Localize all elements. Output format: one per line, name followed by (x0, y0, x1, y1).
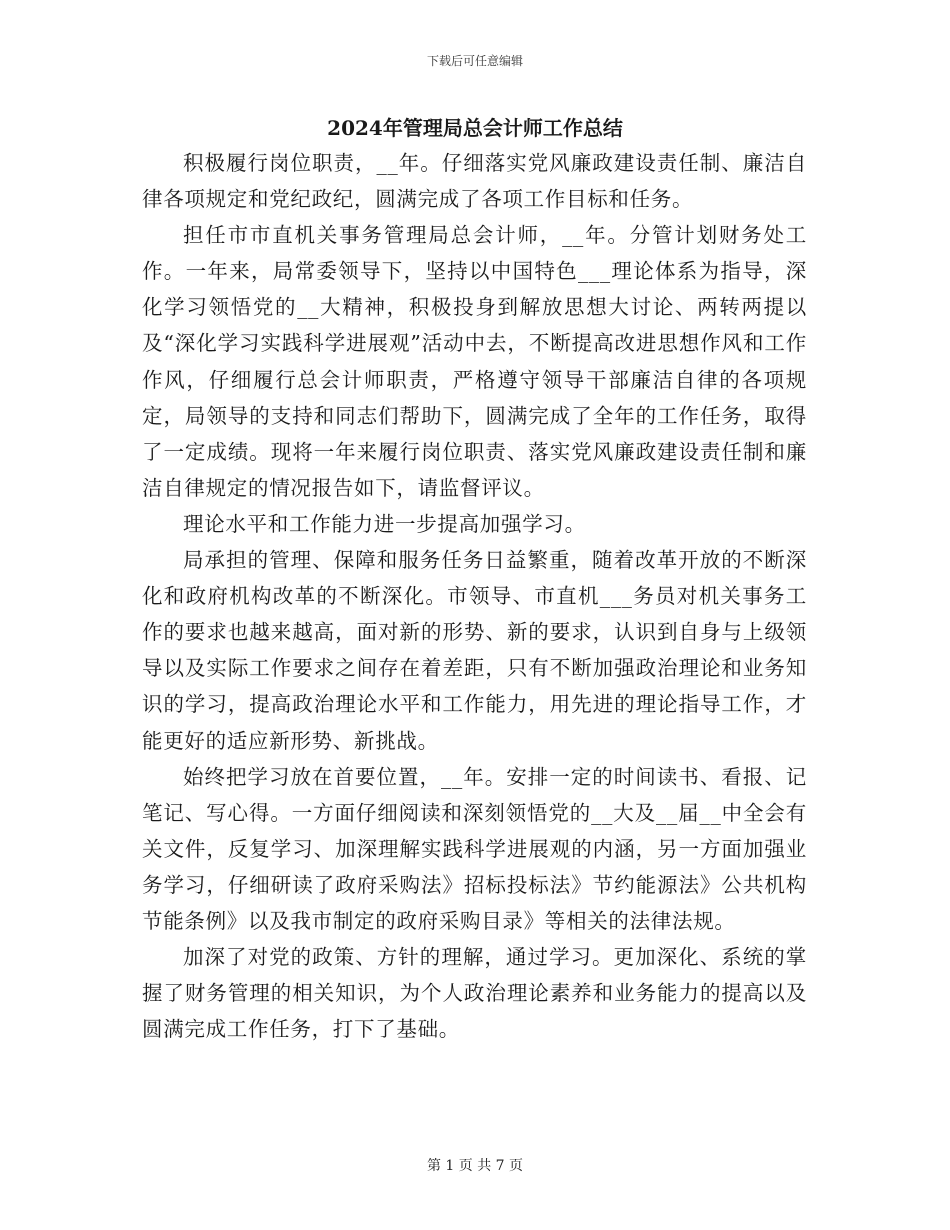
paragraph: 担任市市直机关事务管理局总会计师，__年。分管计划财务处工作。一年来，局常委领导下，坚持以中国特色___理论体系为指导，深化学习领悟党的__大精神，积极投身到解放思想大讨论、两转两提以及“深化学习实践科学进展观”活动中去，不断提高改进思想作风和工作作风，仔细履行总会计师职责，严格遵守领导干部廉洁自律的各项规定，局领导的支持和同志们帮助下，圆满完成了全年的工作任务，取得了一定成绩。现将一年来履行岗位职责、落实党风廉政建设责任制和廉洁自律规定的情况报告如下，请监督评议。 (142, 223, 807, 500)
paragraph: 积极履行岗位职责，__年。仔细落实党风廉政建设责任制、廉洁自律各项规定和党纪政纪，圆满完成了各项工作目标和任务。 (142, 151, 807, 212)
paragraph: 始终把学习放在首要位置，__年。安排一定的时间读书、看报、记笔记、写心得。一方面仔细阅读和深刻领悟党的__大及__届__中全会有关文件，反复学习、加深理解实践科学进展观的内涵，另一方面加强业务学习，仔细研读了政府采购法》招标投标法》节约能源法》公共机构节能条例》以及我市制定的政府采购目录》等相关的法律法规。 (142, 764, 807, 933)
document-body (142, 145, 807, 1047)
page-indicator: 第 1 页 共 7 页 (426, 1158, 524, 1174)
paragraph: 加深了对党的政策、方针的理解，通过学习。更加深化、系统的掌握了财务管理的相关知识，为个人政治理论素养和业务能力的提高以及圆满完成工作任务，打下了基础。 (142, 945, 807, 1042)
header-note: 下载后可任意编辑 (426, 54, 523, 68)
paragraph: 理论水平和工作能力进一步提高加强学习。 (183, 511, 586, 536)
paragraph: 局承担的管理、保障和服务任务日益繁重，随着改革开放的不断深化和政府机构改革的不断深化。市领导、市直机___务员对机关事务工作的要求也越来越高，面对新的形势、新的要求，认识到自身与上级领导以及实际工作要求之间存在着差距，只有不断加强政治理论和业务知识的学习，提高政治理论水平和工作能力，用先进的理论指导工作，才能更好的适应新形势、新挑战。 (142, 548, 807, 753)
document-title: 2024年管理局总会计师工作总结 (327, 116, 623, 140)
